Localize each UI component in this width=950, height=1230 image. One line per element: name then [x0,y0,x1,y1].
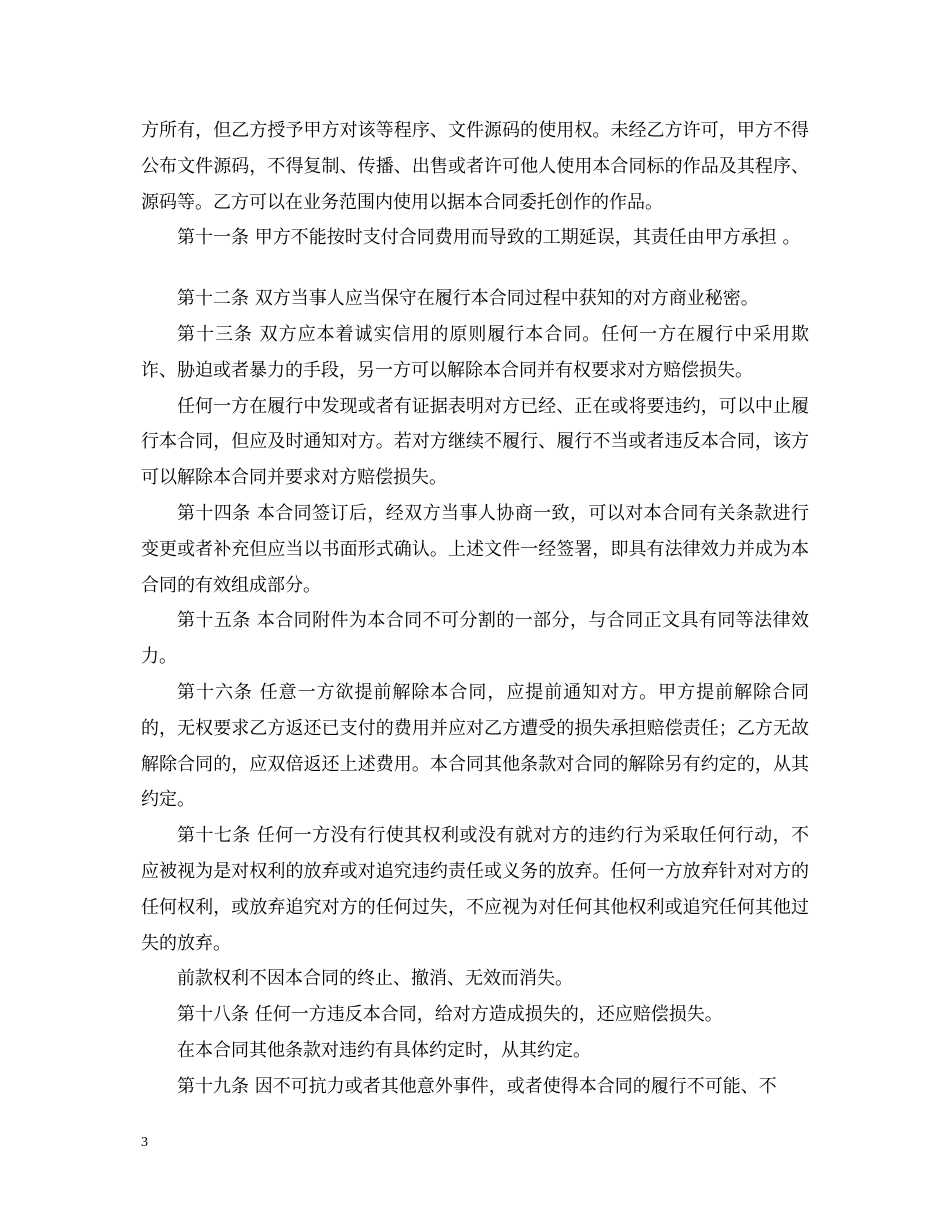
clause-19: 第十九条 因不可抗力或者其他意外事件，或者使得本合同的履行不可能、不 [177,1075,777,1097]
clause-11: 第十一条 甲方不能按时支付合同费用而导致的工期延误，其责任由甲方承担 。 [177,227,801,249]
clause-12: 第十二条 双方当事人应当保守在履行本合同过程中获知的对方商业秘密。 [177,288,759,310]
page-number: 3 [141,1135,148,1150]
clause-16: 第十六条 任意一方欲提前解除本合同，应提前通知对方。甲方提前解除合同的，无权要求乙方返还已支付的费用并应对乙方遭受的损失承担赔偿责任；乙方无故解除合同的，应双倍返还上述费用。本合同其他条款对合同的解除另有约定的，从其约定。 [141,681,809,811]
clause-15: 第十五条 本合同附件为本合同不可分割的一部分，与合同正文具有同等法律效力。 [141,610,809,668]
paragraph-continuation: 方所有，但乙方授予甲方对该等程序、文件源码的使用权。未经乙方许可，甲方不得公布文件源码，不得复制、传播、出售或者许可他人使用本合同标的作品及其程序、源码等。乙方可以在业务范围内使用以据本合同委托创作的作品。 [141,120,809,213]
document-body [141,113,809,1105]
clause-18: 第十八条 任何一方违反本合同，给对方造成损失的，还应赔偿损失。 [177,1004,723,1026]
clause-14: 第十四条 本合同签订后，经双方当事人协商一致，可以对本合同有关条款进行变更或者补充但应当以书面形式确认。上述文件一经签署，即具有法律效力并成为本合同的有效组成部分。 [141,502,809,596]
clause-13: 第十三条 双方应本着诚实信用的原则履行本合同。任何一方在履行中采用欺诈、胁迫或者暴力的手段，另一方可以解除本合同并有权要求对方赔偿损失。 [141,323,809,381]
clause-13-paragraph-2: 任何一方在履行中发现或者有证据表明对方已经、正在或将要违约，可以中止履行本合同，但应及时通知对方。若对方继续不履行、履行不当或者违反本合同，该方可以解除本合同并要求对方赔偿损失。 [141,395,809,489]
clause-17-paragraph-2: 前款权利不因本合同的终止、撤消、无效而消失。 [177,968,573,990]
clause-17: 第十七条 任何一方没有行使其权利或没有就对方的违约行为采取任何行动，不应被视为是对权利的放弃或对追究违约责任或义务的放弃。任何一方放弃针对对方的任何权利，或放弃追究对方的任何过失，不应视为对任何其他权利或追究任何其他过失的放弃。 [141,825,809,954]
clause-18-paragraph-2: 在本合同其他条款对违约有具体约定时，从其约定。 [177,1039,591,1061]
